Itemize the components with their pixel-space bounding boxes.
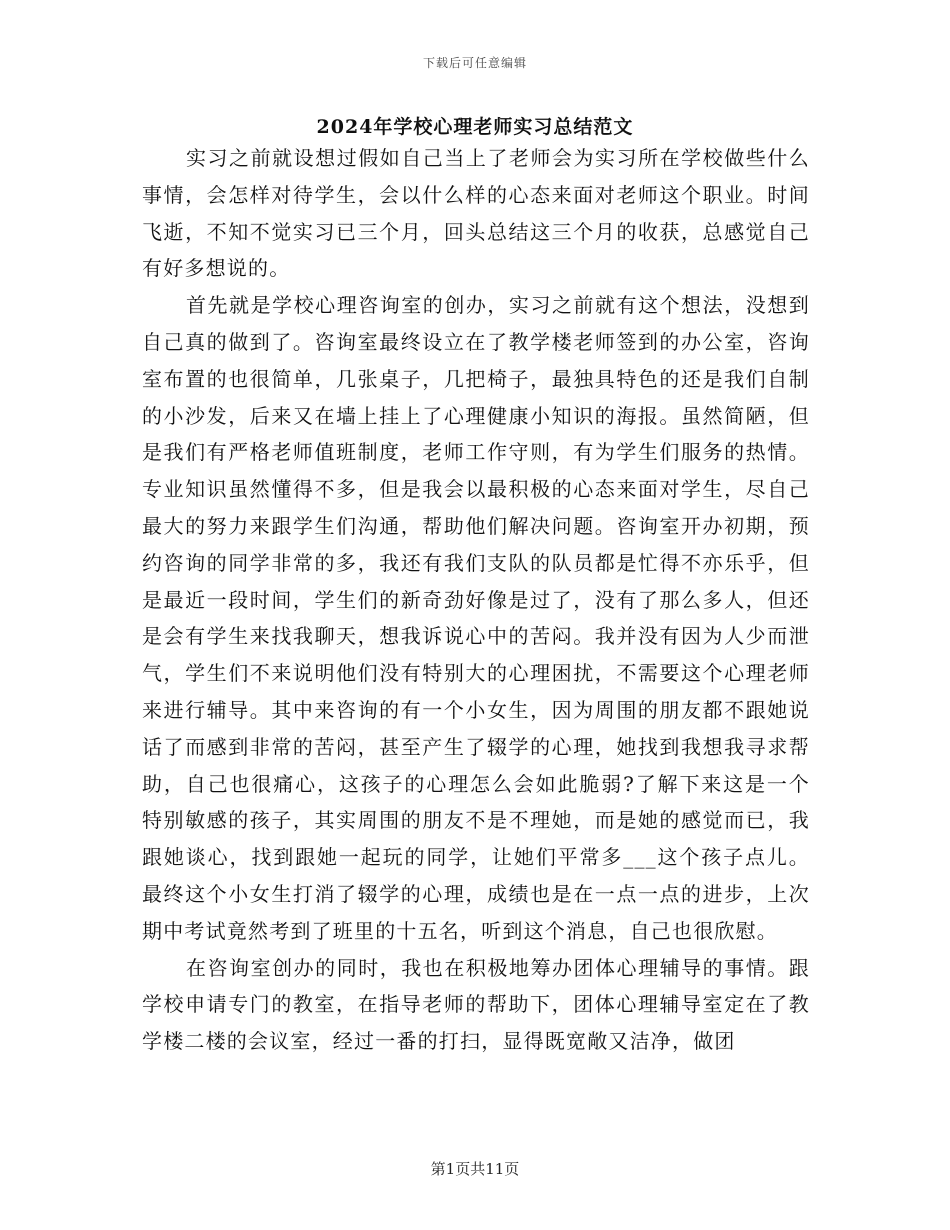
header-note: 下载后可任意编辑	[422, 56, 527, 70]
paragraph: 在咨询室创办的同时，我也在积极地筹办团体心理辅导的事情。跟学校申请专门的教室，在指导老师的帮助下，团体心理辅导室定在了教学楼二楼的会议室，经过一番的打扫，显得既宽敞又洁净，做团	[142, 955, 810, 1054]
paragraph: 首先就是学校心理咨询室的创办，实习之前就有这个想法，没想到自己真的做到了。咨询室最终设立在了教学楼老师签到的办公室，咨询室布置的也很简单，几张桌子，几把椅子，最独具特色的还是我们自制的小沙发，后来又在墙上挂上了心理健康小知识的海报。虽然简陋，但是我们有严格老师值班制度，老师工作守则，有为学生们服务的热情。专业知识虽然懂得不多，但是我会以最积极的心态来面对学生，尽自己最大的努力来跟学生们沟通，帮助他们解决问题。咨询室开办初期，预约咨询的同学非常的多，我还有我们支队的队员都是忙得不亦乐乎，但是最近一段时间，学生们的新奇劲好像是过了，没有了那么多人，但还是会有学生来找我聊天，想我诉说心中的苦闷。我并没有因为人少而泄气，学生们不来说明他们没有特别大的心理困扰，不需要这个心理老师来进行辅导。其中来咨询的有一个小女生，因为周围的朋友都不跟她说话了而感到非常的苦闷，甚至产生了辍学的心理，她找到我想我寻求帮助，自己也很痛心，这孩子的心理怎么会如此脆弱?了解下来这是一个特别敏感的孩子，其实周围的朋友不是不理她，而是她的感觉而已，我跟她谈心，找到跟她一起玩的同学，让她们平常多___这个孩子点儿。最终这个小女生打消了辍学的心理，成绩也是在一点一点的进步，上次期中考试竟然考到了班里的十五名，听到这个消息，自己也很欣慰。	[142, 293, 810, 943]
document-title: 2024年学校心理老师实习总结范文	[316, 116, 634, 138]
paragraph: 实习之前就设想过假如自己当上了老师会为实习所在学校做些什么事情，会怎样对待学生，会以什么样的心态来面对老师这个职业。时间飞逝，不知不觉实习已三个月，回头总结这三个月的收获，总感觉自己有好多想说的。	[142, 146, 810, 281]
page-number: 第1页共11页	[430, 1160, 520, 1178]
document-body	[142, 140, 810, 1060]
